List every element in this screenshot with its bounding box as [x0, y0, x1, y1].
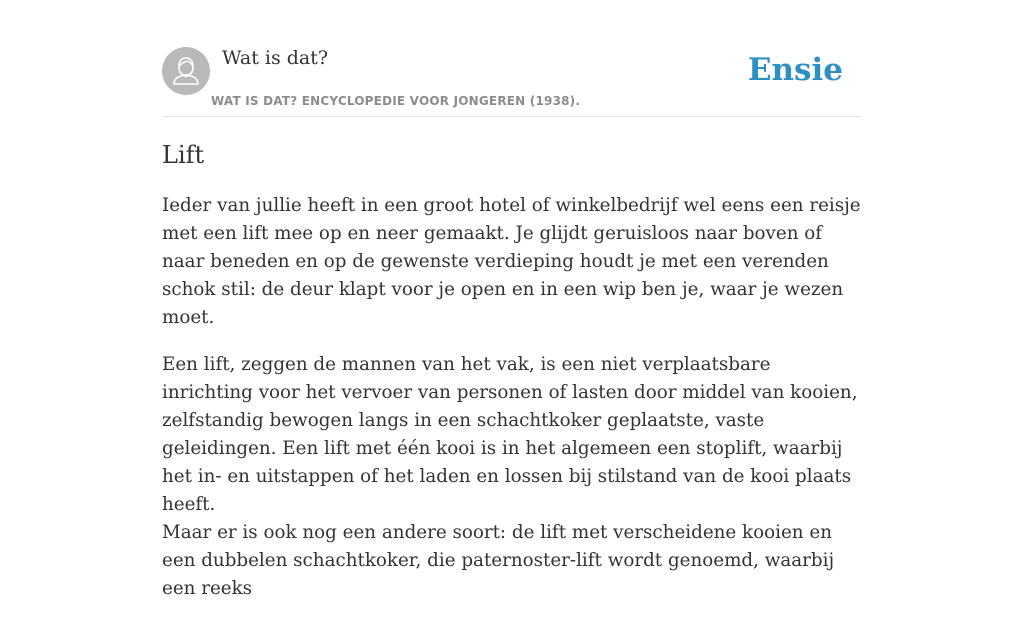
- user-silhouette-icon: [162, 47, 210, 95]
- author-avatar[interactable]: [162, 47, 210, 95]
- paragraph: Ieder van jullie heeft in een groot hotel of winkelbedrijf wel eens een reisje met een lift mee op en neer gemaakt. Je glijdt geruisloos naar boven of naar beneden en op de gewenste verdieping houdt je met een verenden schok stil: de deur klapt voor je open en in een wip ben je, waar je wezen moet.: [162, 195, 861, 328]
- ensie-logo-link[interactable]: Ensie: [747, 52, 843, 88]
- paragraph: Maar er is ook nog een andere soort: de lift met verscheidene kooien en een dubbelen schachtkoker, die paternoster-lift wordt genoemd, waarbij een reeks: [162, 522, 835, 599]
- article-body: [162, 192, 862, 622]
- paragraph: Een lift, zeggen de mannen van het vak, is een niet verplaatsbare inrichting voor het vervoer van personen of lasten door middel van kooien, zelfstandig bewogen langs in een schachtkoker geplaatste, vaste geleidingen. Een lift met één kooi is in het algemeen een stoplift, waarbij het in- en uitstappen of het laden en lossen bij stilstand van de kooi plaats heeft.: [162, 354, 858, 515]
- source-citation: WAT IS DAT? ENCYCLOPEDIE VOOR JONGEREN (1938).: [211, 94, 581, 108]
- article-header: [162, 0, 862, 117]
- author-name[interactable]: Wat is dat?: [222, 47, 329, 69]
- page-container: [162, 0, 862, 599]
- article-title: Lift: [162, 141, 205, 169]
